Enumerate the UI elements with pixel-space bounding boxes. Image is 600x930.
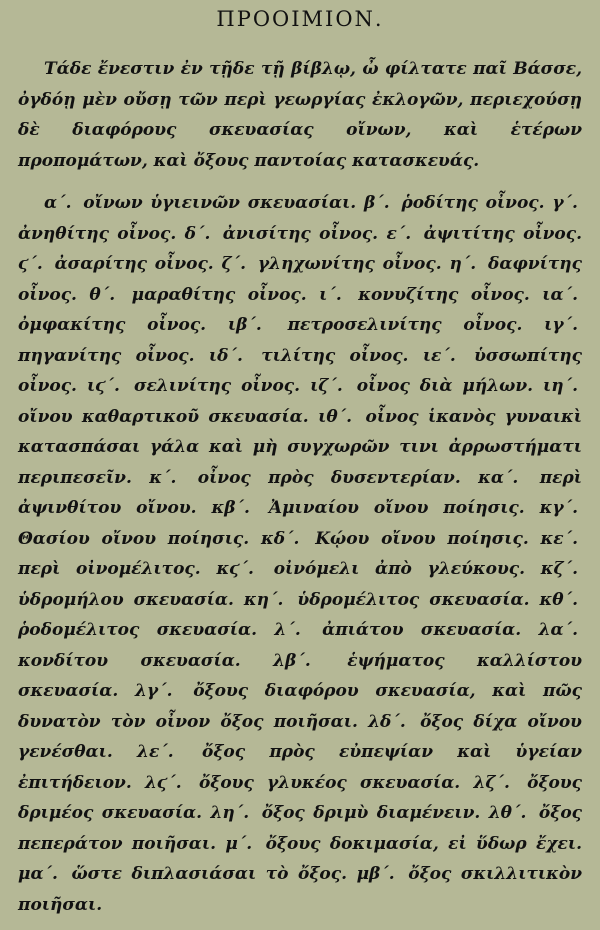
entry-number: α΄.	[44, 193, 72, 213]
entry-number: μα΄.	[18, 864, 58, 884]
contents-entry	[18, 254, 214, 274]
entry-number: γ΄.	[552, 193, 578, 213]
entry-text: περὶ οἰνομέλιτος.	[18, 559, 201, 579]
entry-number: κε΄.	[540, 528, 579, 549]
entry-number: λϛ΄.	[145, 772, 182, 793]
entry-number: κη΄.	[243, 589, 284, 610]
contents-entry	[386, 224, 582, 244]
contents-entry	[244, 590, 530, 610]
entry-number: ιζ΄.	[310, 376, 343, 396]
contents-entry	[222, 254, 442, 274]
entry-text: ὑδρομέλιτος σκευασία.	[297, 589, 530, 610]
entry-number: ιε΄.	[422, 345, 456, 366]
entry-number: λθ΄.	[488, 803, 527, 823]
entry-number: λ΄.	[274, 620, 301, 640]
contents-entry	[18, 864, 347, 884]
entry-number: κϛ΄.	[216, 559, 254, 579]
entry-number: ια΄.	[542, 284, 578, 305]
entry-text: σελινίτης οἶνος.	[133, 376, 301, 396]
entry-text: ῥοδίτης οἶνος.	[401, 193, 545, 213]
contents-entry	[261, 529, 529, 549]
entry-number: θ΄.	[89, 284, 116, 305]
entry-text: ἑψήματος καλλίστου σκευασία.	[18, 650, 582, 701]
entry-number: λγ΄.	[134, 681, 173, 701]
entry-text: ἀνηθίτης οἶνος.	[18, 223, 177, 244]
entry-number: κ΄.	[149, 467, 177, 488]
contents-entry	[310, 376, 533, 396]
entry-number: ιθ΄.	[318, 406, 353, 427]
contents-entry	[319, 285, 530, 305]
contents-entry	[216, 559, 525, 579]
entry-text: ἀνισίτης οἶνος.	[222, 223, 379, 244]
entry-text: περὶ ἀψινθίτου οἴνου.	[18, 467, 582, 518]
entry-number: ε΄.	[386, 223, 412, 244]
entry-number: κα΄.	[478, 467, 519, 488]
contents-entry	[89, 285, 306, 305]
entry-text: ὄξους γλυκέος σκευασία.	[198, 772, 461, 793]
entry-text: ῥοδομέλιτος σκευασία.	[18, 620, 258, 640]
entry-text: μαραθίτης οἶνος.	[131, 284, 307, 305]
entry-number: μ΄.	[225, 833, 253, 854]
entry-number: β΄.	[363, 193, 390, 213]
contents-entry	[149, 468, 461, 488]
entry-number: κζ΄.	[540, 559, 579, 579]
entry-number: λε΄.	[137, 742, 174, 762]
entry-number: δ΄.	[184, 223, 211, 244]
contents-entry	[274, 620, 521, 640]
entry-text: Ἀμιναίου οἴνου ποίησις.	[268, 498, 525, 518]
entry-text: οἶνος διὰ μήλων.	[356, 376, 534, 396]
entry-text: ὀμφακίτης οἶνος.	[18, 315, 207, 335]
entry-text: οἴνων ὑγιεινῶν σκευασίαι.	[83, 193, 357, 213]
entry-text: οἴνου καθαρτικοῦ σκευασία.	[18, 406, 309, 427]
entry-text: ὄξος δίχα οἴνου γενέσθαι.	[18, 711, 582, 762]
entry-number: ιϛ΄.	[86, 376, 120, 396]
entry-text: κονυζίτης οἶνος.	[358, 284, 530, 305]
entry-text: οἶνος ἱκανὸς γυναικὶ κατασπάσαι γάλα καὶ μὴ συγχωρῶν τινι ἀρρωστήματι περιπεσεῖν.	[18, 406, 583, 488]
entry-text: ὄξος σκιλλιτικὸν ποιῆσαι.	[18, 864, 582, 915]
entry-number: ιγ΄.	[544, 315, 578, 335]
table-of-contents	[18, 188, 582, 920]
entry-text: ὄξος δριμὺ διαμένειν.	[261, 803, 481, 823]
entry-text: γληχωνίτης οἶνος.	[257, 254, 442, 274]
entry-text: Κῴου οἴνου ποίησις.	[315, 528, 529, 549]
contents-entry	[185, 224, 378, 244]
entry-text: οἰνόμελι ἀπὸ γλεύκους.	[273, 559, 526, 579]
entry-text: τιλίτης οἶνος.	[261, 345, 409, 366]
entry-number: ζ΄.	[221, 254, 247, 274]
entry-number: η΄.	[449, 254, 477, 274]
entry-number: λζ΄.	[473, 772, 510, 793]
entry-text: ἀσαρίτης οἶνος.	[54, 254, 214, 274]
contents-entry	[212, 498, 525, 518]
entry-number: λβ΄.	[273, 650, 311, 671]
contents-entry	[44, 193, 356, 213]
contents-entry	[145, 773, 460, 793]
entry-text: πηγανίτης οἶνος.	[18, 345, 195, 366]
entry-number: λδ΄.	[368, 711, 406, 732]
entry-number: ιβ΄.	[227, 315, 262, 335]
entry-number: ι΄.	[319, 284, 342, 305]
contents-entry	[211, 803, 481, 823]
entry-number: λα΄.	[538, 620, 578, 640]
entry-number: μβ΄.	[356, 864, 395, 884]
entry-number: κγ΄.	[539, 498, 579, 518]
entry-number: ιη΄.	[543, 376, 579, 396]
intro-paragraph: Τάδε ἔνεστιν ἐν τῇδε τῇ βίβλῳ, ὦ φίλτατε παῖ Βάσσε, ὀγδόῃ μὲν οὔσῃ τῶν περὶ γεωργίας ἐκλογῶν, περιεχούσῃ δὲ διαφόρους σκευασίας οἴνων, καὶ ἑτέρων προπομάτων, καὶ ὄξους παντοίας κατασκευάς.	[18, 59, 582, 171]
contents-entry	[209, 346, 409, 366]
entry-number: ϛ΄.	[18, 254, 43, 274]
entry-text: οἶνος πρὸς δυσεντερίαν.	[197, 467, 461, 488]
entry-number: κθ΄.	[539, 589, 578, 610]
entry-text: δαφνίτης οἶνος.	[18, 254, 582, 305]
contents-entry	[364, 193, 545, 213]
page-title: ΠΡΟΟΙΜΙΟΝ.	[216, 7, 384, 31]
contents-entry	[228, 315, 522, 335]
entry-text: ὑσσωπίτης οἶνος.	[18, 345, 582, 396]
contents-entry	[87, 376, 300, 396]
entry-text: ὄξος πρὸς εὐπεψίαν καὶ ὑγείαν ἐπιτήδειον.	[18, 742, 583, 793]
contents-entry	[225, 834, 582, 854]
entry-text: κονδίτου σκευασία.	[18, 650, 241, 671]
entry-text: ἀψιτίτης οἶνος.	[423, 223, 583, 244]
entry-text: πετροσελινίτης οἶνος.	[287, 315, 523, 335]
entry-text: ὄξους διαφόρου σκευασία, καὶ πῶς δυνατὸν τὸν οἶνον ὄξος ποιῆσαι.	[18, 681, 582, 732]
entry-text: ὄξος πεπεράτον ποιῆσαι.	[18, 803, 583, 854]
entry-text: ὄξους δοκιμασία, εἰ ὕδωρ ἔχει.	[265, 833, 583, 854]
entry-number: κδ΄.	[260, 528, 300, 549]
entry-text: ὑδρομήλου σκευασία.	[18, 589, 234, 610]
entry-number: κβ΄.	[211, 498, 250, 518]
entry-text: ὄξους δριμέος σκευασία.	[18, 772, 583, 823]
entry-number: ιδ΄.	[208, 345, 243, 366]
entry-number: λη΄.	[210, 803, 250, 823]
entry-text: Θασίου οἴνου ποίησις.	[18, 528, 250, 549]
entry-text: ἀπιάτου σκευασία.	[322, 620, 522, 640]
entry-text: ὥστε διπλασιάσαι τὸ ὄξος.	[71, 864, 348, 884]
